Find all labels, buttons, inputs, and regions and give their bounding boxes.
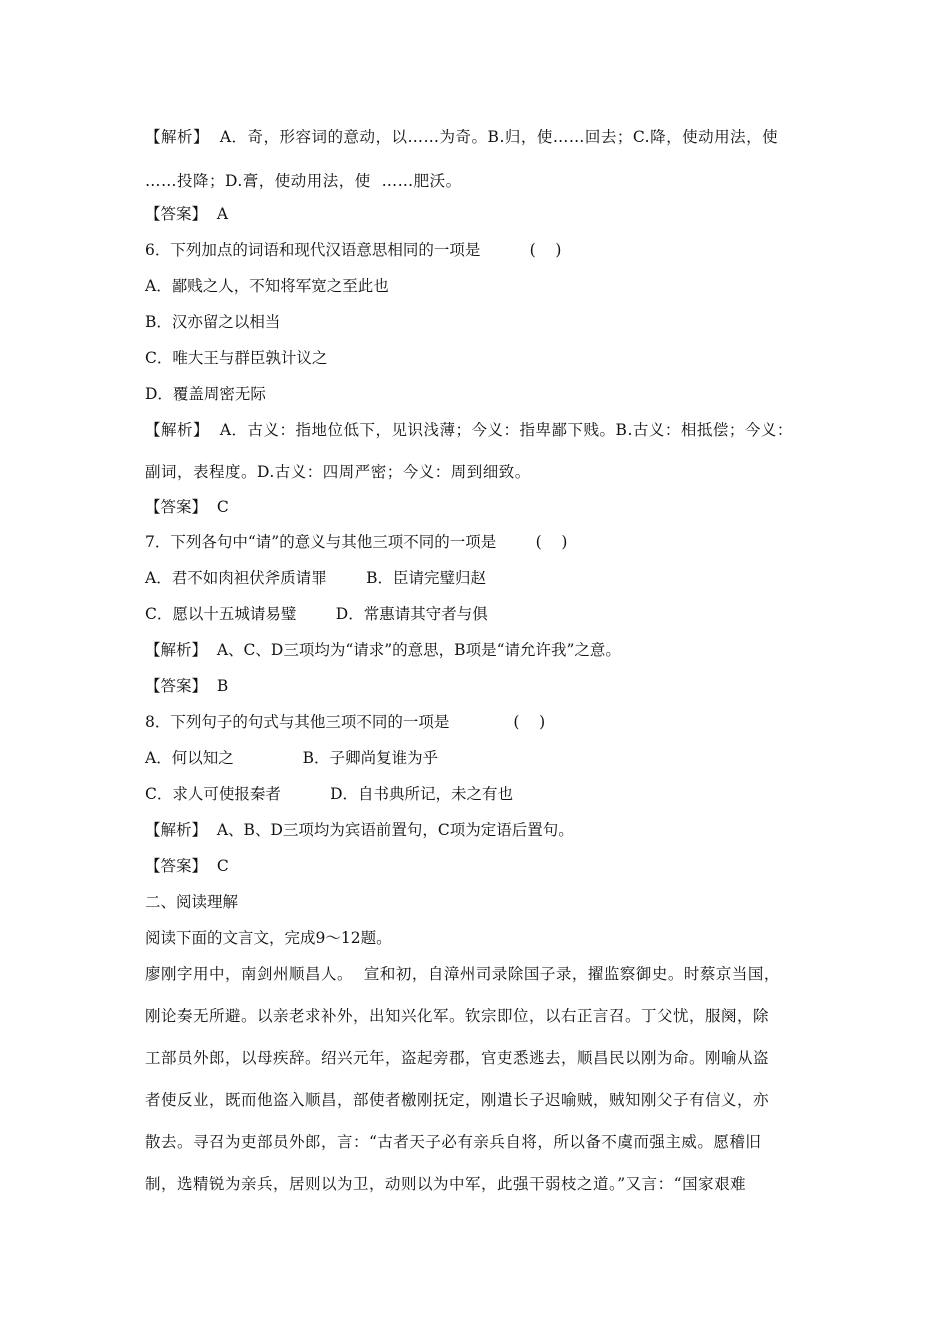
reading-instruction: 阅读下面的文言文，完成9～12题。 xyxy=(145,929,392,947)
q8-stem: 8．下列句子的句式与其他三项不同的一项是 ( ) xyxy=(145,713,546,731)
q5-analysis-line1: 【解析】 A．奇，形容词的意动，以……为奇。B.归，使……回去；C.降，使动用法，使 xyxy=(145,128,779,146)
passage-line: 者使反业，既而他盗入顺昌，部使者檄刚抚定，刚遣长子迟喻贼，贼知刚父子有信义，亦 xyxy=(145,1091,770,1109)
passage-line: 制，选精锐为亲兵，居则以为卫，动则以为中军，此强干弱枝之道。”又言：“国家艰难 xyxy=(145,1175,747,1193)
q6-option-b: B．汉亦留之以相当 xyxy=(145,313,281,331)
q8-analysis: 【解析】 A、B、D三项均为宾语前置句，C项为定语后置句。 xyxy=(145,821,574,839)
q6-option-d: D．覆盖周密无际 xyxy=(145,385,266,403)
q8-options-ab: A．何以知之 B．子卿尚复谁为乎 xyxy=(145,749,439,767)
passage-line: 刚论奏无所避。以亲老求补外，出知兴化军。钦宗即位，以右正言召。丁父忧，服阕，除 xyxy=(145,1007,770,1025)
q7-options-cd: C．愿以十五城请易璧 D．常惠请其守者与俱 xyxy=(145,605,488,623)
q7-analysis: 【解析】 A、C、D三项均为“请求”的意思，B项是“请允许我”之意。 xyxy=(145,641,621,659)
q7-options-ab: A．君不如肉袒伏斧质请罪 B．臣请完璧归赵 xyxy=(145,569,487,587)
q6-option-a: A．鄙贱之人，不知将军宽之至此也 xyxy=(145,277,389,295)
q6-analysis-line1: 【解析】 A．古义：指地位低下，见识浅薄；今义：指卑鄙下贱。B.古义：相抵偿；今义： xyxy=(145,421,793,439)
q7-stem: 7．下列各句中“请”的意义与其他三项不同的一项是 ( ) xyxy=(145,533,568,551)
q6-answer: 【答案】 C xyxy=(145,498,229,516)
passage-line: 散去。寻召为吏部员外郎，言：“古者天子必有亲兵自将，所以备不虞而强主威。愿稽旧 xyxy=(145,1133,762,1151)
q8-answer: 【答案】 C xyxy=(145,857,229,875)
q8-options-cd: C．求人可使报秦者 D．自书典所记，未之有也 xyxy=(145,785,514,803)
q6-option-c: C．唯大王与群臣孰计议之 xyxy=(145,349,328,367)
q6-stem: 6．下列加点的词语和现代汉语意思相同的一项是 ( ) xyxy=(145,241,562,259)
q6-analysis-line2: 副词，表程度。D.古义：四周严密；今义：周到细致。 xyxy=(145,463,531,481)
passage-line: 工部员外郎，以母疾辞。绍兴元年，盗起旁郡，官吏悉逃去，顺昌民以刚为命。刚喻从盗 xyxy=(145,1049,770,1067)
q7-answer: 【答案】 B xyxy=(145,677,229,695)
passage-line: 廖刚字用中，南剑州顺昌人。 宣和初，自漳州司录除国子录，擢监察御史。时蔡京当国， xyxy=(145,965,780,983)
q5-answer: 【答案】 A xyxy=(145,205,229,223)
q5-analysis-line2: ……投降；D.膏，使动用法，使 ……肥沃。 xyxy=(145,172,462,190)
section-heading: 二、阅读理解 xyxy=(145,893,239,911)
